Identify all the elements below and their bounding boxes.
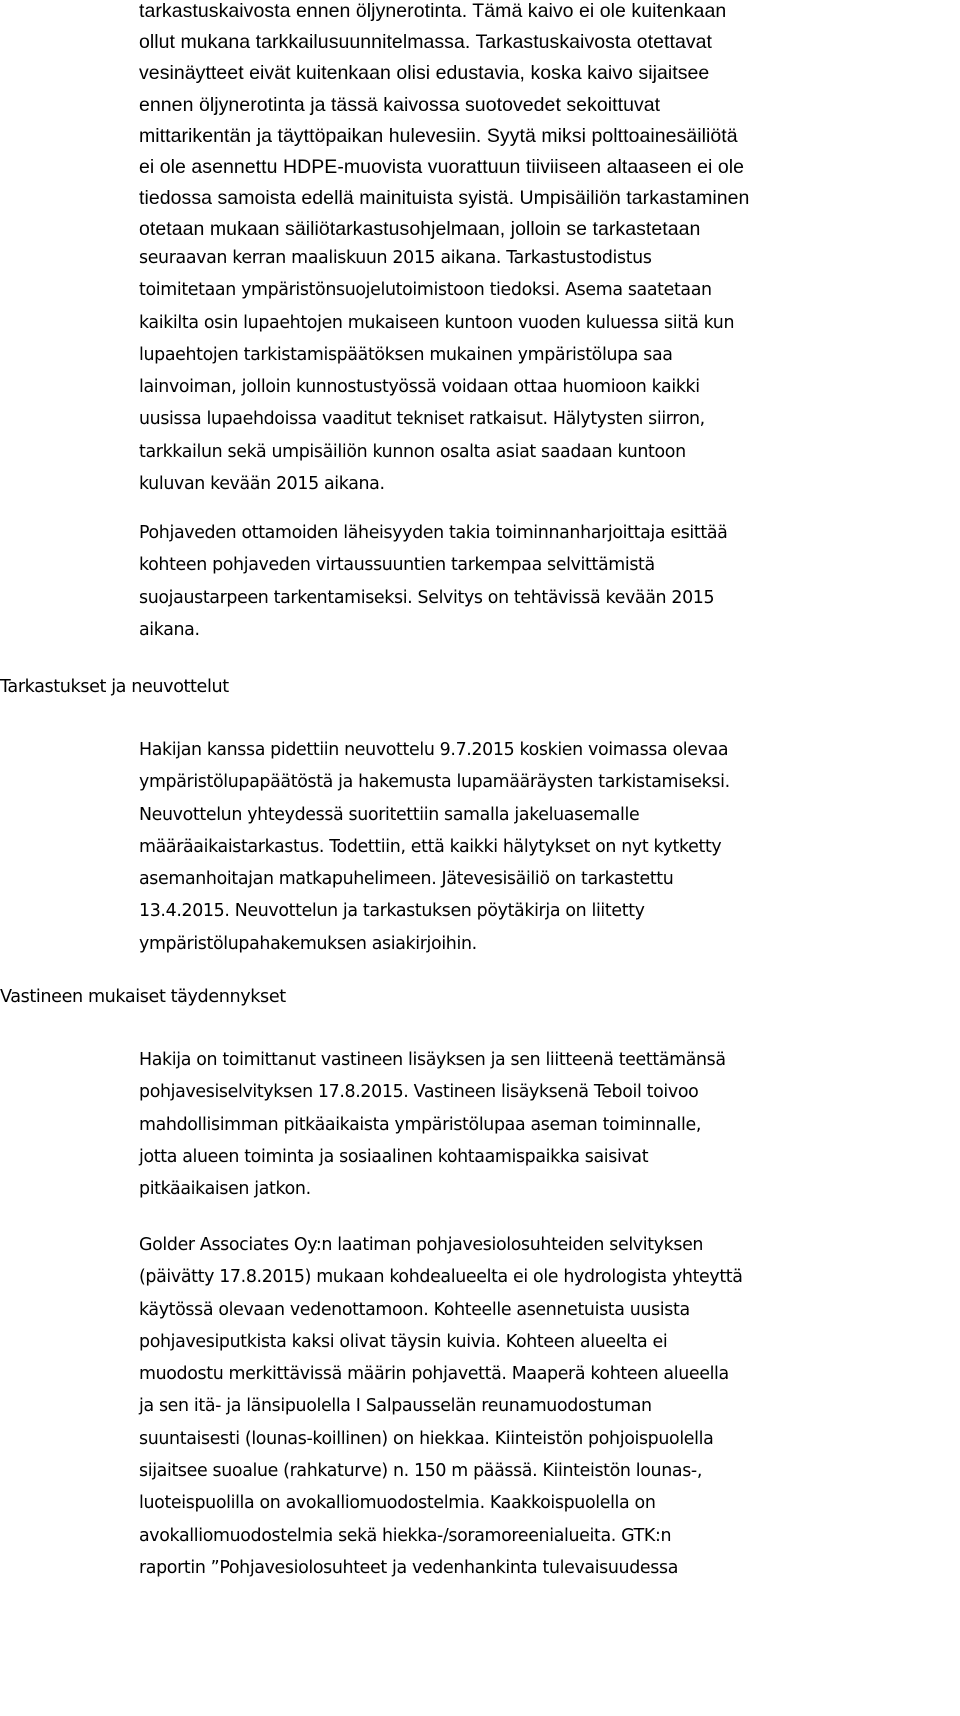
text-line: muodostu merkittävissä määrin pohjavettä. Maaperä kohteen alueella	[139, 1364, 729, 1385]
text-line: sijaitsee suoalue (rahkaturve) n. 150 m päässä. Kiinteistön lounas-,	[139, 1461, 703, 1482]
text-line: aikana.	[139, 619, 200, 640]
groundwater-paragraph	[139, 517, 727, 646]
text-line: ympäristölupapäätöstä ja hakemusta lupamääräysten tarkistamiseksi.	[139, 772, 730, 793]
text-line: luoteispuolilla on avokalliomuodostelmia. Kaakkoispuolella on	[139, 1493, 656, 1514]
text-line: asemanhoitajan matkapuhelimeen. Jätevesisäiliö on tarkastettu	[139, 869, 674, 890]
text-line: Neuvottelun yhteydessä suoritettiin samalla jakeluasemalle	[139, 804, 640, 825]
text-line: kuluvan kevään 2015 aikana.	[139, 474, 385, 495]
text-line: suuntaisesti (lounas-koillinen) on hiekkaa. Kiinteistön pohjoispuolella	[139, 1428, 714, 1449]
section-heading-supplements: Vastineen mukaiset täydennykset	[0, 987, 286, 1007]
text-line: vesinäytteet eivät kuitenkaan olisi edustavia, koska kaivo sijaitsee	[139, 62, 710, 85]
text-line: kohteen pohjaveden virtaussuuntien tarkempaa selvittämistä	[139, 555, 655, 576]
text-line: tiedossa samoista edellä mainituista syistä. Umpisäiliön tarkastaminen	[139, 187, 750, 210]
text-line: lupaehtojen tarkistamispäätöksen mukainen ympäristölupa saa	[139, 344, 673, 365]
text-line: mahdollisimman pitkäaikaista ympäristölupaa aseman toiminnalle,	[139, 1114, 702, 1135]
text-line: tarkkailun sekä umpisäiliön kunnon osalta asiat saadaan kuntoon	[139, 441, 686, 462]
text-line: ollut mukana tarkkailusuunnitelmassa. Tarkastuskaivosta otettavat	[139, 31, 713, 54]
text-line: tarkastuskaivosta ennen öljynerotinta. Tämä kaivo ei ole kuitenkaan	[139, 0, 727, 22]
text-line: ennen öljynerotinta ja tässä kaivossa suotovedet sekoittuvat	[139, 93, 661, 116]
text-line: pohjavesiputkista kaksi olivat täysin kuivia. Kohteen alueelta ei	[139, 1331, 668, 1352]
text-line: uusissa lupaehdoissa vaaditut tekniset ratkaisut. Hälytysten siirron,	[139, 409, 705, 430]
intro-paragraph-part2	[139, 242, 734, 500]
text-line: 13.4.2015. Neuvottelun ja tarkastuksen pöytäkirja on liitetty	[139, 901, 645, 922]
text-line: pitkäaikaisen jatkon.	[139, 1179, 311, 1200]
text-line: raportin ”Pohjavesiolosuhteet ja vedenhankinta tulevaisuudessa	[139, 1557, 678, 1578]
text-line: toimitetaan ympäristönsuojelutoimistoon tiedoksi. Asema saatetaan	[139, 280, 712, 301]
text-line: lainvoiman, jolloin kunnostustyössä voidaan ottaa huomioon kaikki	[139, 377, 700, 398]
text-line: avokalliomuodostelmia sekä hiekka-/soramoreenialueita. GTK:n	[139, 1525, 672, 1546]
text-line: (päivätty 17.8.2015) mukaan kohdealueelta ei ole hydrologista yhteyttä	[139, 1267, 743, 1288]
text-line: Hakija on toimittanut vastineen lisäyksen ja sen liitteenä teettämänsä	[139, 1050, 726, 1070]
section-heading-inspections: Tarkastukset ja neuvottelut	[0, 677, 229, 697]
text-line: Pohjaveden ottamoiden läheisyyden takia toiminnanharjoittaja esittää	[139, 523, 728, 543]
text-line: käytössä olevaan vedenottamoon. Kohteelle asennetuista uusista	[139, 1299, 690, 1320]
supplements-paragraph-1	[139, 1044, 726, 1205]
text-line: ja sen itä- ja länsipuolella I Salpausselän reunamuodostuman	[139, 1396, 652, 1417]
text-line: ei ole asennettu HDPE-muovista vuorattuun tiiviiseen altaaseen ei ole	[139, 156, 745, 179]
text-line: Golder Associates Oy:n laatiman pohjavesiolosuhteiden selvityksen	[139, 1235, 704, 1255]
text-line: seuraavan kerran maaliskuun 2015 aikana. Tarkastustodistus	[139, 248, 652, 268]
inspections-paragraph	[139, 734, 730, 960]
text-line: ympäristölupahakemuksen asiakirjoihin.	[139, 933, 477, 954]
intro-paragraph-part1	[139, 0, 749, 246]
text-line: määräaikaistarkastus. Todettiin, että kaikki hälytykset on nyt kytketty	[139, 836, 722, 857]
text-line: kaikilta osin lupaehtojen mukaiseen kuntoon vuoden kuluessa siitä kun	[139, 312, 735, 333]
supplements-paragraph-2	[139, 1229, 743, 1584]
text-line: otetaan mukaan säiliötarkastusohjelmaan, jolloin se tarkastetaan	[139, 218, 701, 241]
text-line: suojaustarpeen tarkentamiseksi. Selvitys on tehtävissä kevään 2015	[139, 587, 715, 608]
text-line: mittarikentän ja täyttöpaikan hulevesiin. Syytä miksi polttoainesäiliötä	[139, 124, 738, 147]
text-line: Hakijan kanssa pidettiin neuvottelu 9.7.2015 koskien voimassa olevaa	[139, 740, 729, 760]
text-line: pohjavesiselvityksen 17.8.2015. Vastineen lisäyksenä Teboil toivoo	[139, 1082, 699, 1103]
text-line: jotta alueen toiminta ja sosiaalinen kohtaamispaikka saisivat	[139, 1146, 649, 1167]
